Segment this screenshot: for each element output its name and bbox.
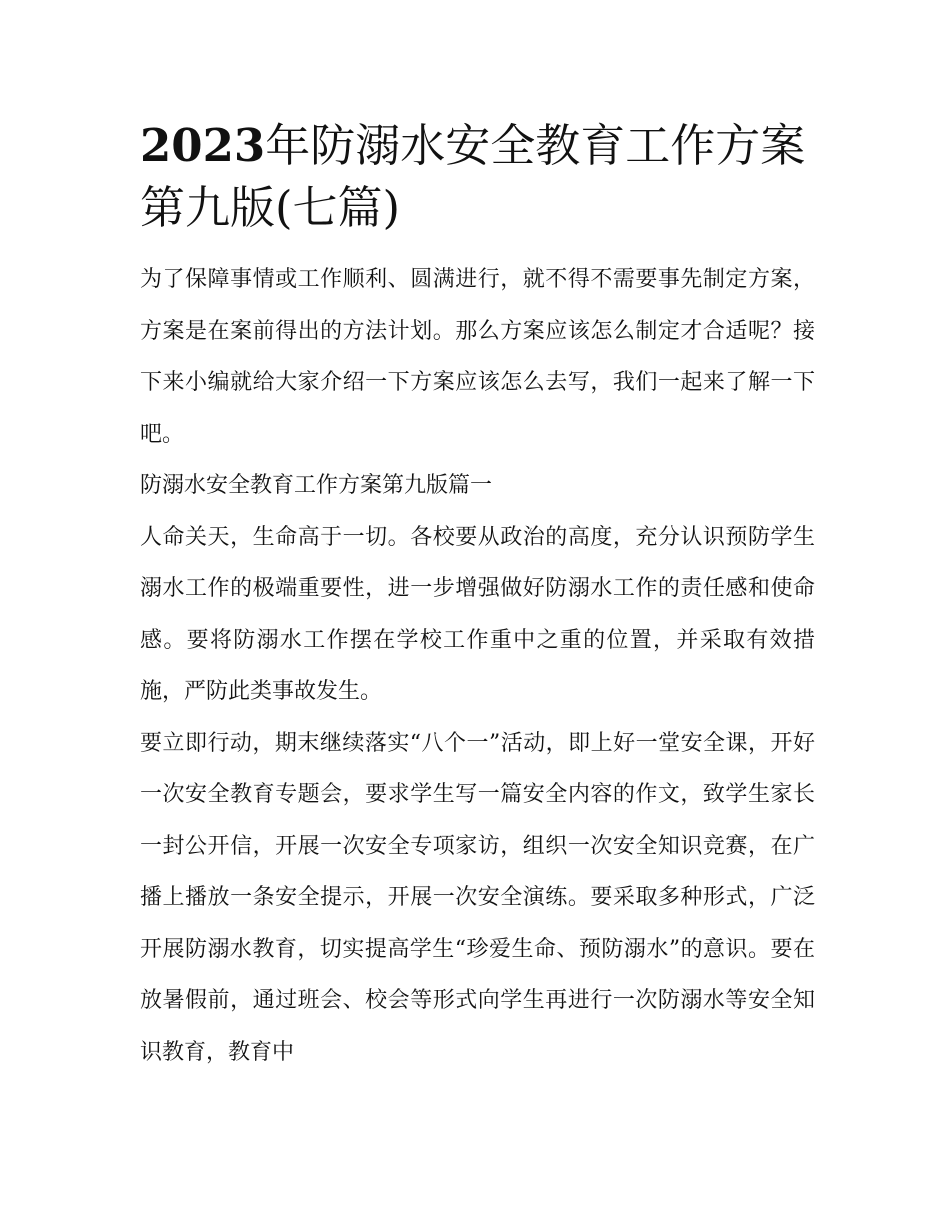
title-text: 年防溺水安全教育工作方案第九版(七篇) (140, 119, 806, 234)
document-page (140, 115, 815, 1078)
body-paragraph: 人命关天，生命高于一切。各校要从政治的高度，充分认识预防学生溺水工作的极端重要性，进一步增强做好防溺水工作的责任感和使命感。要将防溺水工作摆在学校工作重中之重的位置，并采取有效措施，严防此类事故发生。 (140, 524, 815, 704)
section-heading: 防溺水安全教育工作方案第九版篇一 (140, 473, 493, 498)
intro-paragraph: 为了保障事情或工作顺利、圆满进行，就不得不需要事先制定方案，方案是在案前得出的方法计划。那么方案应该怎么制定才合适呢？接下来小编就给大家介绍一下方案应该怎么去写，我们一起来了解一下吧。 (140, 267, 815, 447)
body-paragraph: 要立即行动，期末继续落实“八个一”活动，即上好一堂安全课，开好一次安全教育专题会，要求学生写一篇安全内容的作文，致学生家长一封公开信，开展一次安全专项家访，组织一次安全知识竞赛，在广播上播放一条安全提示，开展一次安全演练。要采取多种形式，广泛开展防溺水教育，切实提高学生“珍爱生命、预防溺水”的意识。要在放暑假前，通过班会、校会等形式向学生再进行一次防溺水等安全知识教育，教育中 (140, 730, 815, 1065)
title-year: 2023 (140, 119, 266, 172)
document-title (140, 115, 815, 239)
document-body (140, 254, 815, 1078)
